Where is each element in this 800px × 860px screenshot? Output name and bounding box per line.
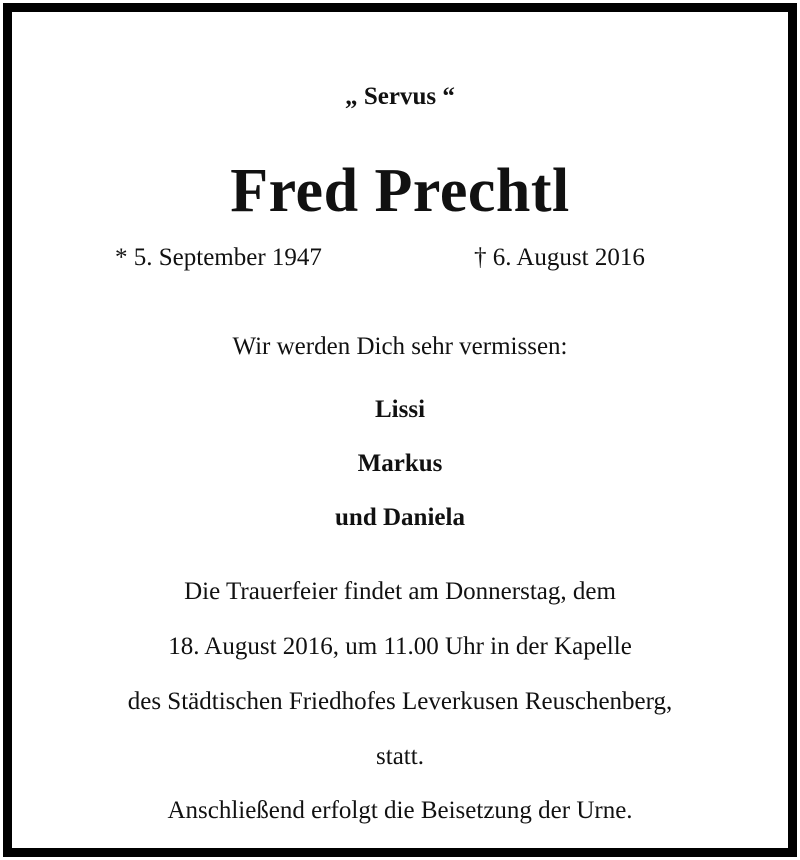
farewell-text: Wir werden Dich sehr vermissen: <box>232 333 568 360</box>
funeral-details-line: des Städtischen Friedhofes Leverkusen Reuschenberg, <box>127 688 673 715</box>
death-date: † 6. August 2016 <box>474 244 645 271</box>
mourner-name: Markus <box>357 450 443 477</box>
funeral-details-line: Die Trauerfeier findet am Donnerstag, dem <box>184 578 616 605</box>
mourner-name: und Daniela <box>335 504 465 531</box>
birth-date: * 5. September 1947 <box>115 244 322 271</box>
obituary-notice <box>3 3 797 857</box>
funeral-details-line: 18. August 2016, um 11.00 Uhr in der Kapelle <box>168 633 632 660</box>
mourner-name: Lissi <box>374 396 426 423</box>
burial-details-line: Anschließend erfolgt die Beisetzung der Urne. <box>167 797 633 824</box>
motto: „ Servus “ <box>345 83 455 110</box>
funeral-details-line: statt. <box>376 743 424 770</box>
deceased-name: Fred Prechtl <box>230 157 570 225</box>
